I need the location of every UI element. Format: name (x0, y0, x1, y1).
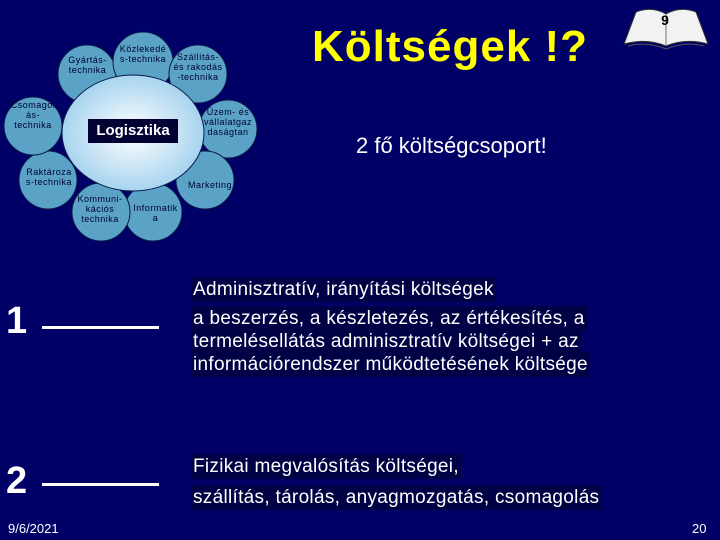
petal-label: Üzem- és vállalatgaz daságtan (203, 107, 253, 137)
blank-line (42, 326, 159, 329)
page-badge: 9 (661, 12, 669, 28)
slide-subtitle: 2 fő költségcsoport! (356, 133, 547, 158)
item-line: termelésellátás adminisztratív költségei + az (193, 331, 579, 352)
item-line: szállítás, tárolás, anyagmozgatás, csomagolás (193, 487, 600, 508)
slide-title: Költségek !? (312, 22, 589, 71)
slide-date: 9/6/2021 (8, 521, 59, 536)
item-number: 2 (6, 460, 28, 502)
petal-label: Szállítás- és rakodás -technika (173, 52, 223, 82)
item-number: 1 (6, 300, 28, 342)
petal-label: Raktároza s-technika (25, 167, 73, 187)
petal-label: Csomagol ás- technika (10, 100, 56, 130)
item-line: Fizikai megvalósítás költségei, (193, 456, 459, 477)
blank-line (42, 483, 159, 486)
petal-label: Informatik a (133, 203, 178, 223)
petal-labels (0, 30, 270, 260)
petal-label: Gyártás- technika (68, 55, 107, 75)
petal-label: Marketing (187, 180, 232, 190)
slide-page-number: 20 (692, 521, 707, 536)
diagram-center-label: Logisztika (88, 119, 178, 143)
item-line: Adminisztratív, irányítási költségek (193, 279, 494, 300)
petal-label: Kommuni- kációs technika (77, 194, 123, 224)
petal-label: Közlekedé s-technika (119, 44, 167, 64)
item-line: a beszerzés, a készletezés, az értékesítés, a (193, 308, 585, 329)
item-text-block (193, 455, 713, 509)
item-line: információrendszer működtetésének költsége (193, 354, 588, 375)
item-text-block (193, 278, 713, 376)
